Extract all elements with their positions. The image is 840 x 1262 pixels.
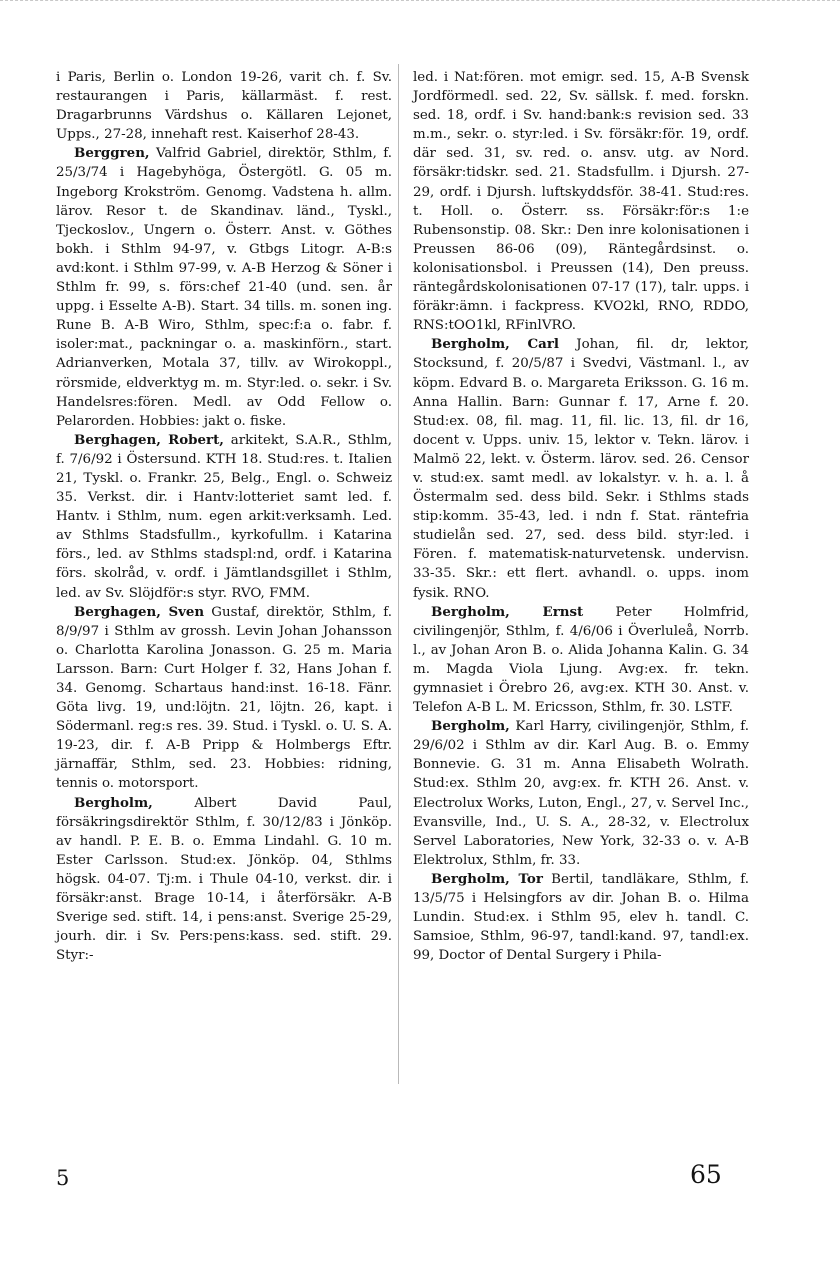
entry-text: Karl Harry, civilingenjör, Sthlm, f. 29/6/02 i Sthlm av dir. Karl Aug. B. o. Emmy Bonnevie. G. 31 m. Anna Elisabeth Wolrath. Stud:ex. Sthlm 20, avg:ex. fr. KTH 26. Anst. v. Electrolux Works, Luton, Engl., 27, v. Servel Inc., Evansville, Ind., U. S. A., 28-32, v. Electrolux Servel Laboratories, New York, 32-33 o. v. A-B Elektrolux, Sthlm, fr. 33. [413, 719, 749, 868]
entry-bergholm-albert [56, 794, 392, 966]
entry-text: Peter Holmfrid, civilingenjör, Sthlm, f. 4/6/06 i Överluleå, Norrb. l., av Johan Aron B. o. Alida Johanna Kalin. G. 34 m. Magda Viola Ljung. Avg:ex. fr. tekn. gymnasiet i Örebro 26, avg:ex. KTH 30. Anst. v. Telefon A-B L. M. Ericsson, Sthlm, fr. 30. LSTF. [413, 604, 749, 716]
entry-text: arkitekt, S.A.R., Sthlm, f. 7/6/92 i Östersund. KTH 18. Stud:res. t. Italien 21, Tyskl. o. Frankr. 25, Belg., Engl. o. Schweiz 35. Verkst. dir. i Hantv:lotteriet samt led. f. Hantv. i Sthlm, num. egen arkit:verksamh. Led. av Sthlms Stadsfullm., kyrkofullm. i Katarina förs., led. av Sthlms stadspl:nd, ordf. i Katarina förs. skolråd, v. ordf. i Jämtlandsgillet i Sthlm, led. av Sv. Slöjdför:s styr. RVO, FMM. [56, 432, 392, 601]
entry-name: Bergholm, [74, 794, 153, 811]
entry-bergholm-tor [413, 870, 749, 965]
entry-berghagen-robert [56, 431, 392, 603]
entry-name: Berghagen, Sven [74, 603, 205, 620]
entry-continuation [56, 68, 392, 144]
entry-name: Berghagen, Robert, [74, 431, 224, 448]
column-divider [398, 64, 399, 1084]
entry-name: Bergholm, [431, 718, 510, 735]
entry-text: i Paris, Berlin o. London 19-26, varit ch. f. Sv. restaurangen i Paris, källarmäst. f. rest. Dragarbrunns Värdshus o. Källaren Lejonet, Upps., 27-28, innehaft rest. Kaiserhof 28-43. [56, 70, 392, 143]
entry-name: Bergholm, Tor [431, 870, 543, 887]
entry-text: Gustaf, direktör, Sthlm, f. 8/9/97 i Sthlm av grossh. Levin Johan Johansson o. Charlotta Karolina Jonasson. G. 25 m. Maria Larsson. Barn: Curt Holger f. 32, Hans Johan f. 34. Genomg. Schartaus hand:inst. 16-18. Fänr. Göta livg. 19, und:löjtn. 21, löjtn. 26, kapt. i Södermanl. reg:s res. 39. Stud. i Tyskl. o. U. S. A. 19-23, dir. f. A-B Pripp & Holmbergs Eftr. järnaffär, Sthlm, sed. 23. Hobbies: ridning, tennis o. motorsport. [56, 604, 392, 792]
entry-berghagen-sven [56, 603, 392, 794]
entry-name: Bergholm, Ernst [431, 603, 584, 620]
entry-berggren-valfrid [56, 144, 392, 430]
entry-name: Berggren, [74, 145, 150, 162]
entry-text: Bertil, tandläkare, Sthlm, f. 13/5/75 i Helsingfors av dir. Johan B. o. Hilma Lundin. Stud:ex. i Sthlm 95, elev h. tandl. C. Samsioe, Sthlm, 96-97, tandl:kand. 97, tandl:ex. 99, Doctor of Dental Surgery i Phila- [413, 871, 749, 964]
entry-continuation [413, 68, 749, 335]
entry-text: led. i Nat:fören. mot emigr. sed. 15, A-B Svensk Jordförmedl. sed. 22, Sv. sällsk. f. med. forskn. sed. 18, ordf. i Sv. hand:bank:s revision sed. 33 m.m., sekr. o. styr:led. i Sv. försäkr:för. 19, ordf. där sed. 31, sv. red. o. ansv. utg. av Nord. försäkr:tidskr. sed. 21. Stadsfullm. i Djursh. 27-29, ordf. i Djursh. luftskyddsför. 38-41. Stud:res. t. Holl. o. Österr. ss. Försäkr:för:s 1:e Rubensonstip. 08. Skr.: Den inre kolonisationen i Preussen 86-06 (09), Räntegårdsinst. o. kolonisationsbol. i Preussen (14), Den preuss. räntegårdskolonisationen 07-17 (17), talr. upps. i föräkr:ämn. i fackpress. KVO2kl, RNO, RDDO, RNS:tOO1kl, RFinlVRO. [413, 70, 749, 334]
entry-text: Albert David Paul, försäkringsdirektör Sthlm, f. 30/12/83 i Jönköp. av handl. P. E. B. o. Emma Lindahl. G. 10 m. Ester Carlsson. Stud:ex. Jönköp. 04, Sthlms högsk. 04-07. Tj:m. i Thule 04-10, verkst. dir. i försäkr:anst. Brage 10-14, i återförsäkr. A-B Sverige sed. stift. 14, i pens:anst. Sverige 25-29, jourh. dir. i Sv. Pers:pens:kass. sed. stift. 29. Styr:- [56, 795, 392, 964]
entry-name: Bergholm, Carl [431, 336, 559, 353]
signature-mark: 5 [56, 1166, 70, 1190]
entry-bergholm-ernst [413, 603, 749, 718]
entry-text: Valfrid Gabriel, direktör, Sthlm, f. 25/3/74 i Hagebyhöga, Östergötl. G. 05 m. Ingeborg Krokström. Genomg. Vadstena h. allm. lärov. Resor t. de Skandinav. länd., Tyskl., Tjeckoslov., Ungern o. Österr. Anst. v. Göthes bokh. i Sthlm 94-97, v. Gtbgs Litogr. A-B:s avd:kont. i Sthlm 97-99, v. A-B Herzog & Söner i Sthlm fr. 99, s. förs:chef 21-40 (und. sen. år uppg. i Esselte A-B). Start. 34 tills. m. sonen ing. Rune B. A-B Wiro, Sthlm, spec:f:a o. fabr. f. isoler:mat., packningar o. a. maskinförn., start. Adrianverken, Motala 37, tillv. av Wirokoppl., rörsmide, eldverktyg m. m. Styr:led. o. sekr. i Sv. Handelsres:fören. Medl. av Odd Fellow o. Pelarorden. Hobbies: jakt o. fiske. [56, 146, 392, 429]
entry-text: Johan, fil. dr, lektor, Stocksund, f. 20/5/87 i Svedvi, Västmanl. l., av köpm. Edvard B. o. Margareta Eriksson. G. 16 m. Anna Hallin. Barn: Gunnar f. 17, Arne f. 20. Stud:ex. 08, fil. mag. 11, fil. lic. 13, fil. dr 16, docent v. Upps. univ. 15, lektor v. Tekn. lärov. i Malmö 22, lekt. v. Österm. lärov. sed. 26. Censor v. stud:ex. samt medl. av lokalstyr. v. h. a. l. å Östermalm sed. dess bild. Sekr. i Sthlms stads stip:komm. 35-43, led. i ndn f. Stat. räntefria studielån sed. 27, sed. dess bild. styr:led. i Fören. f. matematisk-naturvetensk. undervisn. 33-35. Skr.: ett flert. avhandl. o. upps. inom fysik. RNO. [413, 337, 750, 601]
page-top-rule [0, 0, 840, 1]
right-column [413, 68, 749, 965]
entry-bergholm-carl [413, 335, 749, 602]
page-number: 65 [690, 1160, 722, 1189]
left-column [56, 68, 392, 965]
entry-bergholm-harry [413, 717, 749, 870]
